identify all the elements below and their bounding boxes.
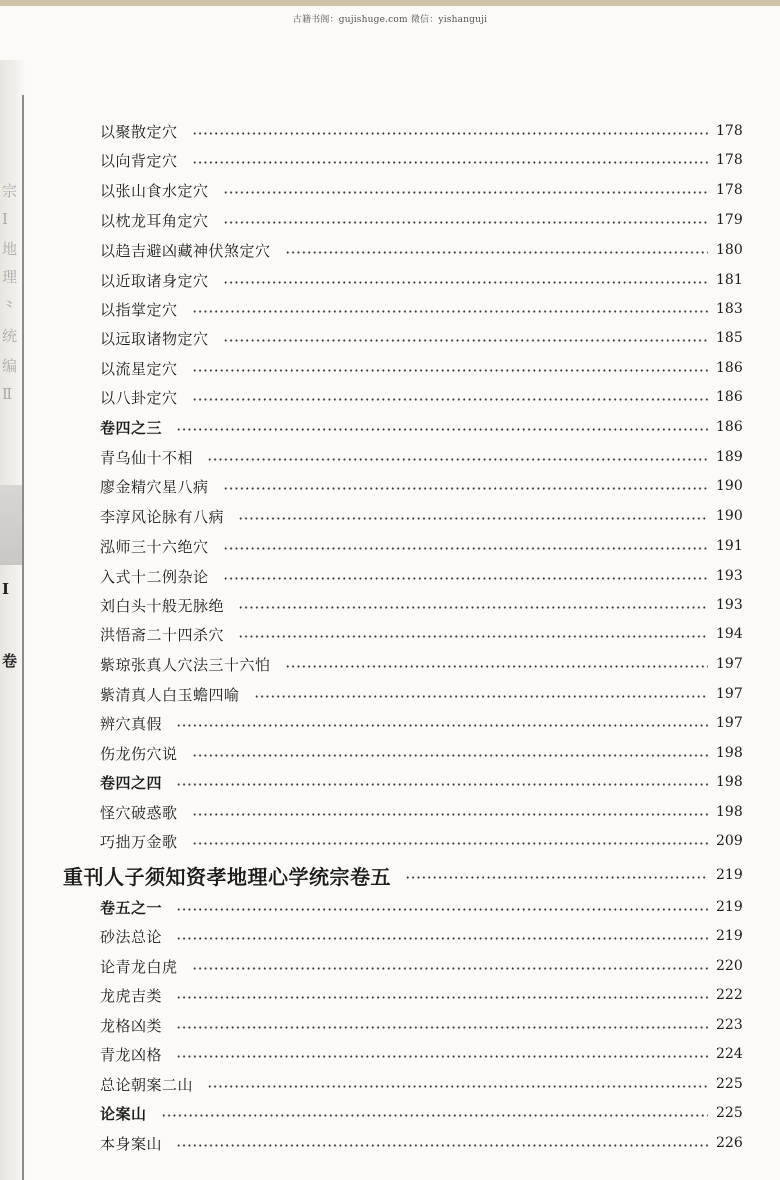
toc-entry-title: 以聚散定穴 [100,122,178,141]
toc-entry[interactable] [100,268,742,292]
toc-entry[interactable] [100,238,742,262]
toc-entry-page: 183 [716,301,743,317]
toc-entry[interactable] [100,1072,742,1096]
dot-leader [192,398,708,401]
margin-glyph: 宗 [2,182,18,200]
margin-glyph: ⺀ [2,298,18,316]
toc-entry-title: 以张山食水定穴 [100,181,209,200]
dot-leader [223,221,708,224]
toc-entry-page: 225 [716,1105,743,1121]
dot-leader [238,606,708,609]
toc-entry-title: 以枕龙耳角定穴 [100,211,209,230]
toc-entry-page: 181 [716,272,743,288]
toc-entry-page: 178 [716,152,743,168]
toc-section-heading[interactable] [100,415,742,439]
toc-entry-page: 223 [716,1017,743,1033]
toc-entry[interactable] [100,474,742,498]
dot-leader [207,458,708,461]
toc-entry[interactable] [100,356,742,380]
toc-entry[interactable] [100,119,742,143]
toc-entry-title: 以指掌定穴 [100,300,178,319]
toc-entry-title: 总论朝案二山 [100,1075,194,1094]
dot-leader [176,996,708,999]
margin-glyph: 编 [2,357,18,375]
toc-entry-page: 185 [716,330,743,346]
dot-leader [192,842,708,845]
toc-entry-title: 青龙凶格 [100,1045,163,1064]
toc-entry-title: 卷四之四 [100,773,163,792]
toc-entry-page: 194 [716,626,743,642]
toc-entry[interactable] [100,504,742,528]
dot-leader [238,517,708,520]
toc-entry-page: 198 [716,774,743,790]
margin-glyph: 地 [2,240,18,258]
toc-entry-page: 219 [716,928,743,944]
toc-entry[interactable] [100,1131,742,1155]
toc-entry-title: 以趋吉避凶藏神伏煞定穴 [100,241,271,260]
toc-entry-page: 178 [716,182,743,198]
toc-entry[interactable] [100,1101,742,1125]
watermark-header: 古籍书阁：gujishuge.com 微信：yishanguji [292,15,488,25]
dot-leader [405,876,708,879]
margin-glyph: 卷 [2,652,18,670]
toc-entry[interactable] [100,1042,742,1066]
toc-entry[interactable] [100,593,742,617]
toc-entry-title: 刘白头十般无脉绝 [100,596,225,615]
dot-leader [192,967,708,970]
toc-entry-title: 以近取诸身定穴 [100,271,209,290]
toc-entry-page: 222 [716,987,743,1003]
toc-entry-page: 224 [716,1046,743,1062]
dot-leader [192,754,708,757]
toc-entry-page: 225 [716,1076,743,1092]
toc-entry[interactable] [100,178,742,202]
toc-entry-page: 198 [716,804,743,820]
toc-entry-page: 178 [716,123,743,139]
toc-entry-title: 龙虎吉类 [100,986,163,1005]
dot-leader [192,369,708,372]
toc-entry-page: 180 [716,242,743,258]
toc-entry-page: 193 [716,568,743,584]
toc-entry[interactable] [100,829,742,853]
toc-entry[interactable] [100,385,742,409]
toc-entry-title: 洪悟斋二十四杀穴 [100,625,225,644]
toc-entry[interactable] [100,741,742,765]
toc-section-heading[interactable] [100,895,742,919]
dot-leader [176,1144,708,1147]
toc-entry-page: 197 [716,656,743,672]
dot-leader [223,577,708,580]
dot-leader [161,1114,708,1117]
toc-entry-title: 卷四之三 [100,418,163,437]
toc-entry-page: 189 [716,449,743,465]
toc-entry[interactable] [100,326,742,350]
toc-entry[interactable] [100,534,742,558]
dot-leader [176,1055,708,1058]
toc-entry-title: 重刊人子须知资孝地理心学统宗卷五 [63,864,391,889]
toc-entry[interactable] [100,564,742,588]
toc-entry[interactable] [100,208,742,232]
toc-entry-title: 砂法总论 [100,927,163,946]
dot-leader [192,161,708,164]
dot-leader [254,695,708,698]
toc-entry[interactable] [100,983,742,1007]
dot-leader [207,1085,708,1088]
toc-entry[interactable] [100,445,742,469]
toc-entry-page: 186 [716,419,743,435]
toc-entry-title: 巧拙万金歌 [100,832,178,851]
toc-entry[interactable] [100,682,742,706]
margin-glyph: Ⅰ [2,210,8,228]
dot-leader [176,1026,708,1029]
toc-entry-page: 190 [716,478,743,494]
toc-entry-title: 论案山 [100,1104,147,1123]
margin-glyph: Ⅱ [2,385,13,403]
toc-entry[interactable] [100,711,742,735]
toc-entry-page: 186 [716,389,743,405]
dot-leader [176,428,708,431]
toc-entry[interactable] [100,924,742,948]
dot-leader [238,635,708,638]
toc-entry[interactable] [100,800,742,824]
dot-leader [285,251,708,254]
toc-entry[interactable] [100,652,742,676]
toc-entry-page: 198 [716,745,743,761]
dot-leader [223,191,708,194]
toc-entry-page: 191 [716,538,743,554]
toc-entry[interactable] [100,148,742,172]
toc-entry-title: 辨穴真假 [100,714,163,733]
dot-leader [223,339,708,342]
toc-entry-page: 220 [716,958,743,974]
dot-leader [176,937,708,940]
dot-leader [223,547,708,550]
toc-entry-page: 226 [716,1135,743,1151]
toc-entry[interactable] [100,1013,742,1037]
toc-entry-page: 179 [716,212,743,228]
dot-leader [285,665,708,668]
toc-entry-page: 209 [716,833,743,849]
toc-entry-title: 紫清真人白玉蟾四喻 [100,685,240,704]
toc-entry-page: 197 [716,686,743,702]
toc-entry-title: 以远取诸物定穴 [100,329,209,348]
dot-leader [176,783,708,786]
dot-leader [176,724,708,727]
dot-leader [223,281,708,284]
toc-entry-title: 伤龙伤穴说 [100,744,178,763]
toc-entry-title: 李淳风论脉有八病 [100,507,225,526]
dot-leader [176,908,708,911]
margin-glyph: 统 [2,327,18,345]
toc-entry-page: 219 [716,899,743,915]
toc-entry-title: 怪穴破惑歌 [100,803,178,822]
toc-entry-page: 197 [716,715,743,731]
dot-leader [192,813,708,816]
dot-leader [192,310,708,313]
toc-entry-page: 186 [716,360,743,376]
toc-entry-title: 入式十二例杂论 [100,567,209,586]
toc-entry-title: 廖金精穴星八病 [100,477,209,496]
toc-entry[interactable] [100,297,742,321]
toc-section-heading[interactable] [100,770,742,794]
dot-leader [192,132,708,135]
toc-volume-heading[interactable] [63,860,742,890]
toc-entry-title: 本身案山 [100,1134,163,1153]
toc-entry-title: 泓师三十六绝穴 [100,537,209,556]
toc-entry-title: 以向背定穴 [100,151,178,170]
toc-entry[interactable] [100,954,742,978]
toc-entry-title: 以流星定穴 [100,359,178,378]
margin-glyph: Ⅰ [2,580,10,598]
toc-entry-title: 龙格凶类 [100,1016,163,1035]
toc-entry-page: 219 [716,867,743,883]
toc-entry-page: 193 [716,597,743,613]
toc-entry-title: 青乌仙十不相 [100,448,194,467]
toc-entry[interactable] [100,622,742,646]
toc-entry-page: 190 [716,508,743,524]
dot-leader [223,487,708,490]
toc-entry-title: 以八卦定穴 [100,388,178,407]
toc-entry-title: 卷五之一 [100,898,163,917]
margin-glyph: 理 [2,268,18,286]
toc-entry-title: 论青龙白虎 [100,957,178,976]
toc-entry-title: 紫琼张真人穴法三十六怕 [100,655,271,674]
